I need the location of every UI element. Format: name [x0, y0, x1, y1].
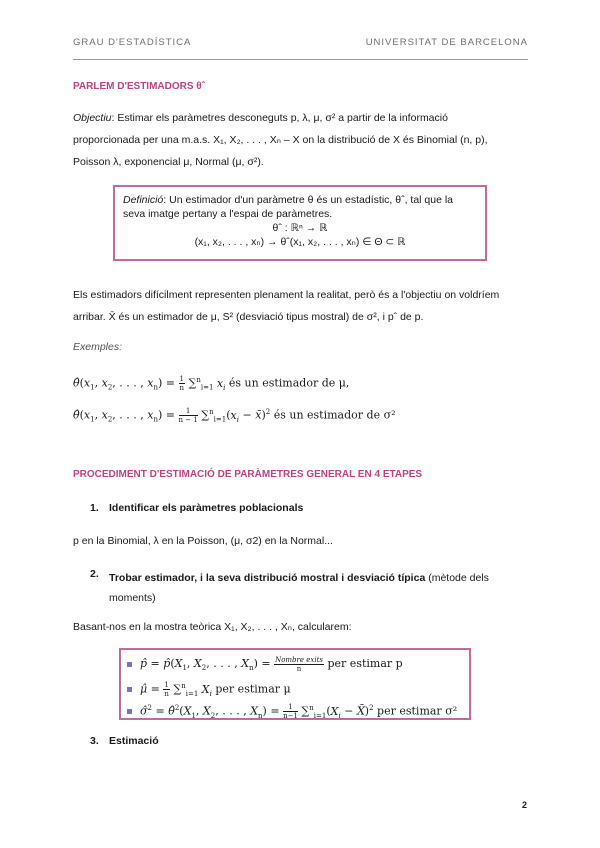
- est-2-tail: per estimar μ: [215, 682, 291, 696]
- estimators-box: [119, 648, 471, 720]
- est-3-tail: per estimar σ²: [377, 704, 458, 718]
- header-right: UNIVERSITAT DE BARCELONA: [365, 37, 528, 48]
- step-2-number: 2.: [90, 568, 99, 580]
- header-left: GRAU D'ESTADÍSTICA: [73, 37, 192, 48]
- objectiu-text-3: Poisson λ, exponencial μ, Normal (μ, σ²).: [73, 156, 264, 168]
- estimator-mu-row: μ̂ = $\frac{1}{n}$ ∑$^n_{i=1}$ $X_i$ per estimar μ: [127, 675, 463, 697]
- step-1-title: Identificar els paràmetres poblacionals: [109, 502, 304, 514]
- definicio-text-1: : Un estimador d'un paràmetre θ és un estadístic, θˆ, tal que la: [163, 194, 454, 206]
- step-2-paren-2: moments): [109, 592, 156, 604]
- example-1-tail: és un estimador de μ,: [228, 376, 350, 390]
- step-1-text: p en la Binomial, λ en la Poisson, (μ, σ2) en la Normal...: [73, 535, 333, 547]
- est-1-frac-num: Nombre exits: [275, 655, 323, 664]
- definicio-map-2: (x₁, x₂, . . . , xₙ) → θˆ(x₁, x₂, . . . , xₙ) ∈ Θ ⊂ ℝ: [194, 236, 406, 248]
- header-divider: [73, 59, 528, 60]
- objectiu-text-2: proporcionada per una m.a.s. X₁, X₂, . . . , Xₙ – X on la distribució de X és Binomial (n, p),: [73, 134, 488, 146]
- step-1-number: 1.: [90, 502, 99, 514]
- step-2-title: Trobar estimador, i la seva distribució mostral i desviació típica: [109, 572, 426, 584]
- section-title-procedure: PROCEDIMENT D'ESTIMACIÓ DE PARÀMETRES GENERAL EN 4 ETAPES: [73, 469, 423, 480]
- para-line-2: arribar. X̄ és un estimador de μ, S² (desviació tipus mostral) de σ², i pˆ de p.: [73, 311, 424, 323]
- estimators-paragraph: [73, 284, 526, 328]
- est-1-frac-den: n: [296, 664, 302, 673]
- bullet-icon: [127, 687, 132, 692]
- estimator-p-row: p̂ = $p̂(X_1$, $X_2$, . . . , $X_n$) = $\frac{\text{Nombre exits}}{n}$ per estimar p: [127, 653, 463, 675]
- step-3-title: Estimació: [109, 735, 159, 747]
- step-2-text: Basant-nos en la mostra teòrica X₁, X₂, . . . , Xₙ, calcularem:: [73, 621, 352, 633]
- step-2-paren-1: (mètode dels: [428, 572, 489, 584]
- bullet-icon: [127, 662, 132, 667]
- definicio-label: Definició: [123, 194, 164, 206]
- examples-label: Exemples:: [73, 341, 123, 353]
- step-3-number: 3.: [90, 735, 99, 747]
- bullet-icon: [127, 709, 132, 714]
- objectiu-paragraph: [73, 107, 526, 173]
- est-1-tail: per estimar p: [327, 657, 403, 670]
- example-formula-1: $\thetâ(x_1$, $x_2$, . . . , $x_n$) = $\frac{1}{n}$ ∑$^n_{i=1}$ $x_i$ és un estimador de μ,: [73, 375, 350, 392]
- example-2-tail: és un estimador de σ²: [273, 408, 396, 422]
- para-line-1: Els estimadors difícilment representen plenament la realitat, però és a l'objectiu on voldríem: [73, 289, 500, 301]
- page-number: 2: [521, 800, 527, 810]
- section-title-estimators: PARLEM D'ESTIMADORS θˆ: [73, 81, 206, 92]
- objectiu-label: Objectiu: [73, 112, 112, 124]
- definicio-map-1: θˆ : ℝⁿ → ℝ: [272, 222, 328, 234]
- step-2-heading: [109, 568, 526, 608]
- definition-box: [113, 185, 487, 261]
- estimator-sigma-row: σ̂$^2$ = $\thetâ^2(X_1$, $X_2$, . . . , $X_n$) = $\frac{1}{n-1}$ $\sum^n_{i=1}(X_i$ − X̄)$^2$ per estimar σ²: [127, 697, 463, 719]
- definicio-text-2: seva imatge pertany a l'espai de paràmetres.: [123, 208, 333, 220]
- example-formula-2: $\thetâ(x_1$, $x_2$, . . . , $x_n$) = $\frac{1}{n - 1}$ $\sum^n_{i=1}(x_i$ − x̄)$^2$ és un estimador de σ²: [73, 407, 396, 424]
- objectiu-text-1: : Estimar els paràmetres desconeguts p, λ, μ, σ² a partir de la informació: [111, 112, 448, 124]
